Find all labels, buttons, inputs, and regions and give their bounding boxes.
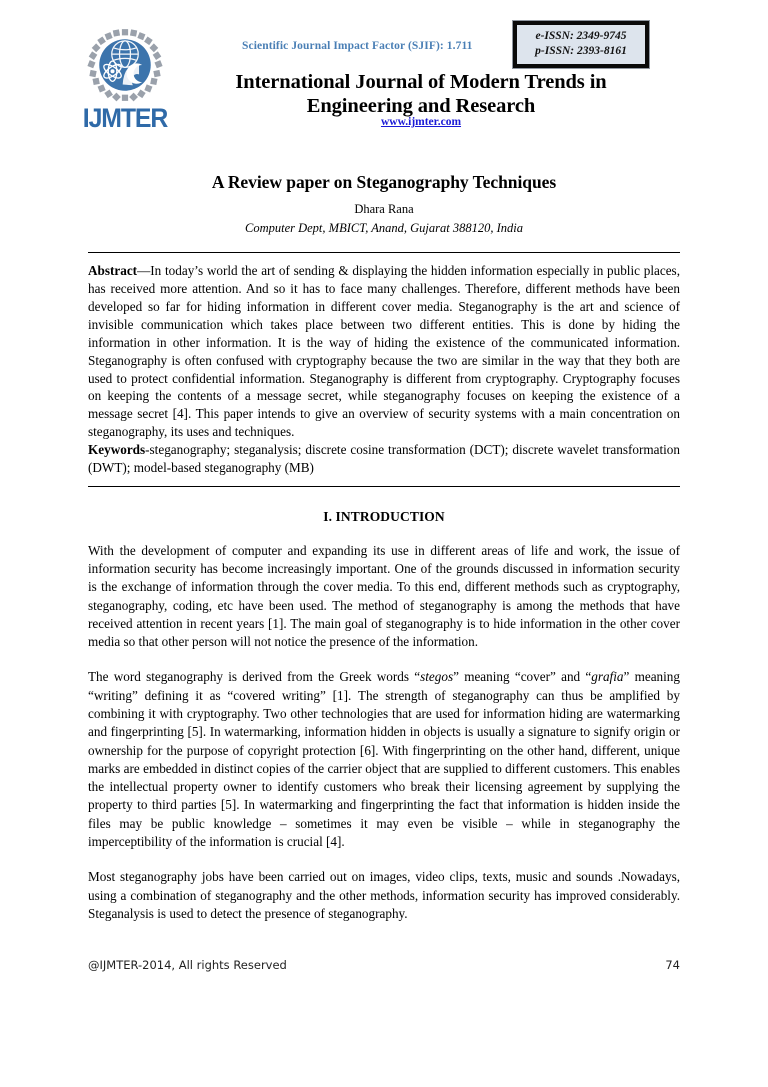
page-footer (88, 958, 680, 972)
intro-paragraph-2 (88, 668, 680, 851)
page-title: A Review paper on Steganography Techniques (211, 172, 557, 192)
greek-word-grafia: grafia (591, 669, 624, 685)
journal-website-link[interactable]: www.ijmter.com (380, 116, 462, 128)
greek-part-2: ” meaning “cover” and “ (453, 669, 592, 685)
journal-logo (74, 26, 176, 132)
keywords-paragraph (88, 441, 680, 477)
paper-header (0, 172, 768, 236)
greek-word-stegos: stegos (420, 669, 454, 685)
keywords-text: -steganography; steganalysis; discrete cosine transformation (DCT); discrete wavelet transformation (DWT); model-based steganography (MB) (88, 442, 680, 475)
issn-box (513, 21, 649, 68)
journal-title: International Journal of Modern Trends in Engineering and Research (235, 71, 607, 117)
keywords-label: Keywords (88, 442, 146, 457)
section-heading-introduction: I. INTRODUCTION (323, 508, 445, 524)
abstract-label: Abstract (88, 263, 138, 279)
abstract-text: In today’s world the art of sending & displaying the hidden information especially in public places, has received more attention. And so it has to face many challenges. Therefore, different methods have been developed so far for hiding information in different cover media. Steganography is the art and science of invisible communication which takes place between two different entities. This is done by hiding the information in other information. It is the way of hiding the existence of the communicated information. Steganography is often confused with cryptography because the two are similar in the way that they both are used to protect confidential information. Steganography is different from cryptography. Cryptography focuses on keeping the contents of a message secret, while steganography focuses on keeping the existence of a message secret [4]. This paper intends to give an overview of security systems with a main concentration on steganography, its uses and techniques. (88, 263, 680, 440)
author-name: Dhara Rana (354, 202, 414, 216)
intro-paragraph-1: With the development of computer and expanding its use in different areas of life and work, the issue of information security has become increasingly important. One of the grounds discussed in information security is the exchange of information through the cover media. To this end, different methods such as cryptography, steganography, coding, etc have been used. The method of steganography is among the methods that have received attention in recent years [1]. The main goal of steganography is to hide information in the other cover media so that other person will not notice the presence of the information. (88, 542, 680, 650)
logo-wordmark: IJMTER (82, 103, 168, 133)
issn-print: p-ISSN: 2393-8161 (535, 45, 627, 58)
footer-copyright: @IJMTER-2014, All rights Reserved (88, 958, 287, 972)
author-affiliation: Computer Dept, MBICT, Anand, Gujarat 388120, India (244, 220, 523, 235)
abstract-dash: — (137, 263, 151, 279)
greek-part-3: ” meaning “writing” defining it as “covered writing” [1]. The strength of steganography can thus be amplified by combining it with cryptography. Two other technologies that are used for information hiding are watermarking and fingerprinting [5]. In watermarking, information hidden in objects is usually a signature to signify origin or ownership for the purpose of copyright protection [6]. With fingerprinting on the other hand, different, unique marks are embedded in distinct copies of the carrier object that are supplied to different customers. This enables the intellectual property owner to identify customers who break their licensing agreement by supplying the property to third parties [5]. In watermarking and fingerprinting the fact that information is hidden inside the files may be public knowledge – sometimes it may even be visible – while in steganography the imperceptibility of the information is crucial [4]. (88, 669, 680, 849)
impact-factor-text: Scientific Journal Impact Factor (SJIF): 1.711 (242, 40, 473, 52)
abstract-section (88, 253, 680, 481)
journal-masthead (0, 0, 768, 148)
abstract-paragraph (88, 262, 680, 441)
footer-page-number: 74 (665, 958, 680, 972)
intro-paragraph-3: Most steganography jobs have been carried out on images, video clips, texts, music and sounds .Nowadays, using a combination of steganography and the other methods, information security has improved considerably. Steganalysis is used to detect the presence of steganography. (88, 869, 680, 921)
issn-electronic: e-ISSN: 2349-9745 (535, 30, 627, 42)
greek-part-1: The word steganography is derived from the Greek words “ (88, 669, 421, 685)
document-body (88, 252, 680, 923)
abstract-bottom-divider (88, 486, 680, 487)
ijmter-globe-atom-gear-icon (86, 26, 164, 104)
